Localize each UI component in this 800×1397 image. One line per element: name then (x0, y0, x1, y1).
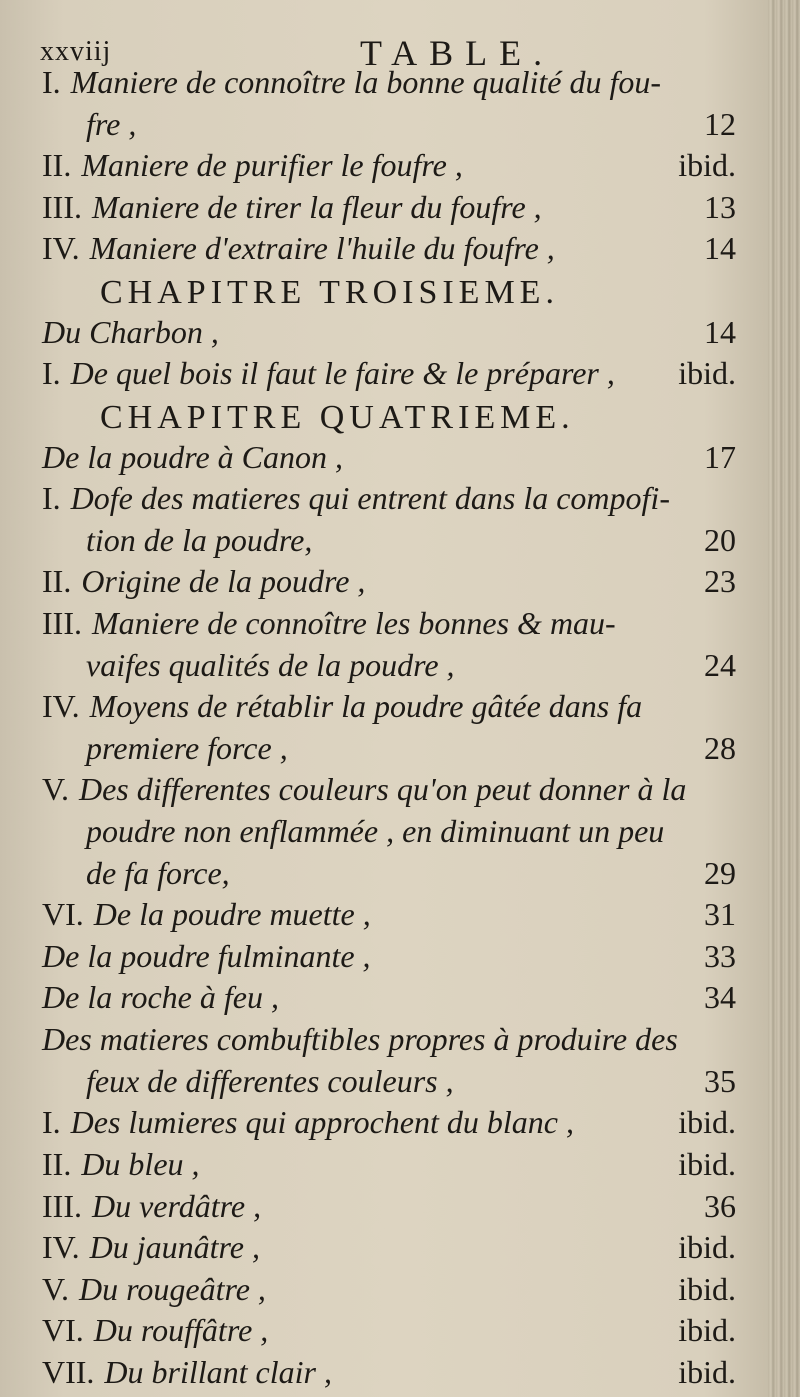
entry-title: vaifes qualités de la poudre , (86, 647, 455, 683)
entry-number: III. (42, 1188, 82, 1224)
entry-title: poudre non enflammée , en diminuant un peu (86, 813, 665, 849)
page-number: 14 (704, 314, 736, 350)
entry-number: V. (42, 771, 69, 807)
entry-title: de fa force, (86, 855, 230, 891)
toc-entry (0, 102, 736, 146)
page-number: ibid. (678, 1229, 736, 1265)
page-number: 33 (704, 938, 736, 974)
entry-title: Du bleu , (81, 1146, 200, 1182)
toc-entry (0, 1142, 736, 1186)
entry-number: I. (42, 64, 61, 100)
entry-title: Du verdâtre , (91, 1188, 262, 1224)
toc-entry (0, 767, 736, 811)
page-edge (768, 0, 800, 1397)
page-number: ibid. (678, 147, 736, 183)
page-number: 23 (704, 563, 736, 599)
toc-entry (0, 851, 736, 895)
entry-number: I. (42, 1104, 61, 1140)
toc-entry (0, 435, 736, 479)
entry-title: Du brillant clair , (104, 1354, 332, 1390)
toc-entry (0, 684, 736, 728)
entry-title: feux de differentes couleurs , (86, 1063, 454, 1099)
entry-number: VII. (42, 1354, 95, 1390)
page-number: ibid. (678, 1312, 736, 1348)
page-number: 17 (704, 439, 736, 475)
toc-entry (0, 226, 736, 270)
folio: xxviij (40, 36, 112, 67)
page-number: ibid. (678, 1104, 736, 1140)
entry-title: Maniere de tirer la fleur du foufre , (91, 189, 542, 225)
entry-title: De quel bois il faut le faire & le préparer , (70, 355, 615, 391)
toc-entry (0, 1100, 736, 1144)
entry-title: Maniere d'extraire l'huile du foufre , (89, 230, 555, 266)
entry-title: Maniere de purifier le foufre , (81, 147, 463, 183)
toc-entry (0, 601, 736, 645)
entry-title: Du rouffâtre , (93, 1312, 269, 1348)
entry-number: I. (42, 480, 61, 516)
entry-title: Des lumieres qui approchent du blanc , (70, 1104, 574, 1140)
toc-entry (0, 643, 736, 687)
toc-entry (0, 143, 736, 187)
entry-number: I. (42, 355, 61, 391)
entry-title: De la poudre à Canon , (42, 439, 344, 475)
toc-entry (0, 476, 736, 520)
toc-entry (0, 1267, 736, 1311)
entry-title: De la poudre muette , (93, 896, 371, 932)
page-number: 12 (704, 106, 736, 142)
page-number: 24 (704, 647, 736, 683)
entry-number: IV. (42, 230, 80, 266)
page-number: ibid. (678, 1146, 736, 1182)
toc-entry (0, 1308, 736, 1352)
toc-entry (0, 934, 736, 978)
entry-number: III. (42, 189, 82, 225)
page-number: 35 (704, 1063, 736, 1099)
toc-entry (0, 892, 736, 936)
entry-title: De la poudre fulminante , (42, 938, 371, 974)
entry-number: II. (42, 563, 72, 599)
page-number: 14 (704, 230, 736, 266)
entry-title: Du Charbon , (42, 314, 219, 350)
toc-entry (0, 809, 736, 853)
entry-number: II. (42, 1146, 72, 1182)
page-number: 13 (704, 189, 736, 225)
page-number: 20 (704, 522, 736, 558)
page-number: ibid. (678, 1271, 736, 1307)
entry-number: III. (42, 605, 82, 641)
entry-number: VI. (42, 1312, 84, 1348)
entry-title: De la roche à feu , (42, 979, 279, 1015)
entry-title: premiere force , (86, 730, 288, 766)
entry-title: Moyens de rétablir la poudre gâtée dans fa (89, 688, 643, 724)
entry-title: fre , (86, 106, 137, 142)
chapter-heading: CHAPITRE QUATRIEME. (100, 399, 575, 436)
toc-entry (0, 559, 736, 603)
toc-entry (0, 975, 736, 1019)
entry-number: V. (42, 1271, 69, 1307)
page-number: 29 (704, 855, 736, 891)
entry-title: Des differentes couleurs qu'on peut donner à la (78, 771, 687, 807)
running-title: TABLE. (360, 33, 555, 73)
page-number: ibid. (678, 1354, 736, 1390)
page-number: 36 (704, 1188, 736, 1224)
toc-entry (0, 351, 736, 395)
entry-number: IV. (42, 688, 80, 724)
entry-number: VI. (42, 896, 84, 932)
toc-entry (0, 60, 736, 104)
page-number: 31 (704, 896, 736, 932)
entry-number: IV. (42, 1229, 80, 1265)
entry-title: Des matieres combuftibles propres à produire des (42, 1021, 678, 1057)
entry-title: tion de la poudre, (86, 522, 313, 558)
toc-entry (0, 518, 736, 562)
entry-title: Du rougeâtre , (78, 1271, 266, 1307)
page-number: 28 (704, 730, 736, 766)
page-number: 34 (704, 979, 736, 1015)
entry-title: Maniere de connoître les bonnes & mau- (91, 605, 616, 641)
chapter-heading: CHAPITRE TROISIEME. (100, 274, 559, 311)
entry-title: Du jaunâtre , (89, 1229, 260, 1265)
toc-entry (0, 1225, 736, 1269)
toc-entry (0, 726, 736, 770)
entry-title: Dofe des matieres qui entrent dans la compofi- (70, 480, 670, 516)
toc-entry (0, 310, 736, 354)
toc-entry (0, 1017, 736, 1061)
toc-entry (0, 1184, 736, 1228)
page-number: ibid. (678, 355, 736, 391)
entry-number: II. (42, 147, 72, 183)
entry-title: Origine de la poudre , (81, 563, 366, 599)
toc-entry (0, 1059, 736, 1103)
toc-entry (0, 1350, 736, 1394)
entry-title: Maniere de connoître la bonne qualité du fou- (70, 64, 662, 100)
toc-entry (0, 185, 736, 229)
